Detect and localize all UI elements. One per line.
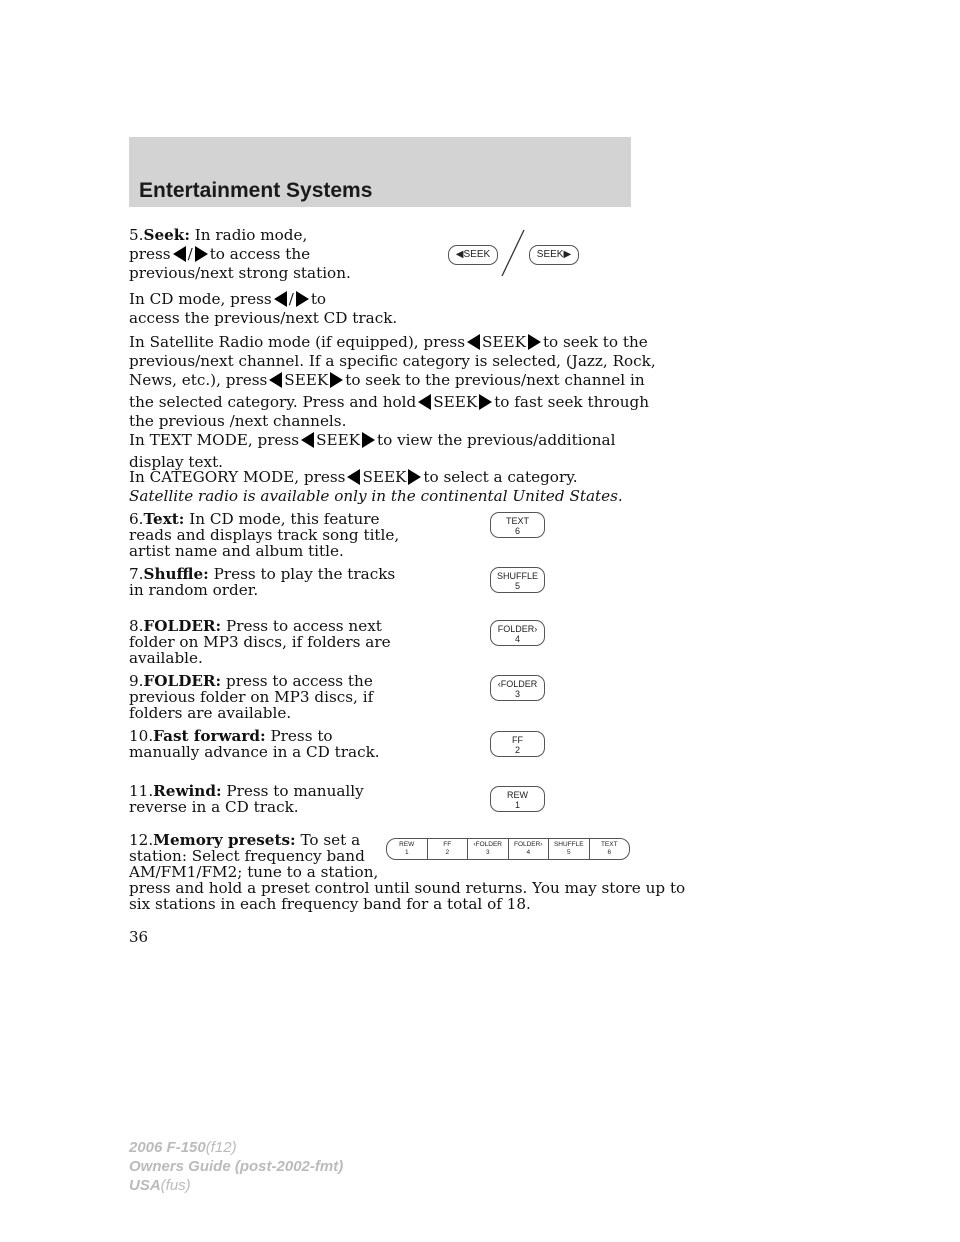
seek-line-10: the previous /next channels.	[129, 412, 347, 430]
footer-line-3: USA(fus)	[129, 1177, 191, 1194]
left-arrow-icon	[467, 334, 480, 350]
folder-prev-line-1: 9.FOLDER: press to access the	[129, 672, 373, 690]
folder-prev-line-3: folders are available.	[129, 704, 292, 722]
seek-line-4: In CD mode, press / to	[129, 290, 327, 308]
text-item-line-1: 6.Text: In CD mode, this feature	[129, 510, 380, 528]
ff-button: FF 2	[490, 731, 545, 757]
seek-line-7: previous/next channel. If a specific category is selected, (Jazz, Rock,	[129, 352, 656, 370]
preset-cell-3: ‹FOLDER 3	[467, 839, 508, 859]
right-arrow-icon: ▶	[563, 249, 572, 260]
seek-line-1: 5.Seek: In radio mode,	[129, 226, 308, 244]
preset-cell-4: FOLDER› 4	[508, 839, 549, 859]
footer-line-2: Owners Guide (post-2002-fmt)	[129, 1158, 344, 1175]
right-arrow-icon	[528, 334, 541, 350]
left-arrow-icon	[418, 394, 431, 410]
text-item-line-2: reads and displays track song title,	[129, 526, 400, 544]
shuffle-item-line-1: 7.Shuffle: Press to play the tracks	[129, 565, 396, 583]
text-item-line-3: artist name and album title.	[129, 542, 344, 560]
presets-line-1: 12.Memory presets: To set a	[129, 831, 361, 849]
chevron-left-icon: ‹	[497, 679, 501, 689]
seek-line-3: previous/next strong station.	[129, 264, 351, 282]
folder-next-line-2: folder on MP3 discs, if folders are	[129, 633, 391, 651]
chevron-left-icon: ‹	[473, 841, 476, 848]
folder-prev-line-2: previous folder on MP3 discs, if	[129, 688, 374, 706]
seek-line-12: display text.	[129, 453, 224, 471]
text-button: TEXT 6	[490, 512, 545, 538]
seek-line-13: In CATEGORY MODE, press SEEK to select a category.	[129, 468, 578, 486]
left-arrow-icon	[173, 246, 186, 262]
left-arrow-icon	[274, 291, 287, 307]
folder-next-button: FOLDER› 4	[490, 620, 545, 646]
left-arrow-icon	[269, 372, 282, 388]
seek-divider-line	[496, 228, 530, 278]
left-arrow-icon	[347, 469, 360, 485]
rew-button: REW 1	[490, 786, 545, 812]
seek-line-6: In Satellite Radio mode (if equipped), press SEEK to seek to the	[129, 333, 648, 351]
right-arrow-icon	[479, 394, 492, 410]
chevron-right-icon: ›	[540, 841, 543, 848]
right-arrow-icon	[195, 246, 208, 262]
chevron-right-icon: ›	[534, 624, 538, 634]
seek-right-button: SEEK▶	[529, 245, 579, 265]
ff-item-line-1: 10.Fast forward: Press to	[129, 727, 333, 745]
right-arrow-icon	[330, 372, 343, 388]
section-title: Entertainment Systems	[139, 179, 373, 202]
presets-line-4: press and hold a preset control until sound returns. You may store up to	[129, 879, 686, 897]
shuffle-item-line-2: in random order.	[129, 581, 259, 599]
left-arrow-icon	[301, 432, 314, 448]
right-arrow-icon	[362, 432, 375, 448]
folder-prev-button: ‹FOLDER 3	[490, 675, 545, 701]
rew-item-line-1: 11.Rewind: Press to manually	[129, 782, 364, 800]
satellite-note: Satellite radio is available only in the continental United States.	[129, 487, 623, 505]
presets-line-2: station: Select frequency band	[129, 847, 365, 865]
page-number: 36	[129, 928, 149, 946]
seek-line-8: News, etc.), press SEEK to seek to the previous/next channel in	[129, 371, 645, 389]
seek-line-9: the selected category. Press and hold SEEK to fast seek through	[129, 393, 650, 411]
preset-cell-5: SHUFFLE 5	[548, 839, 589, 859]
seek-left-button: ◀SEEK	[448, 245, 498, 265]
preset-cell-2: FF 2	[427, 839, 468, 859]
left-arrow-icon: ◀	[455, 249, 464, 260]
section-header	[129, 137, 631, 207]
presets-line-5: six stations in each frequency band for a total of 18.	[129, 895, 531, 913]
folder-next-line-1: 8.FOLDER: Press to access next	[129, 617, 382, 635]
preset-button-strip	[386, 838, 630, 860]
presets-line-3: AM/FM1/FM2; tune to a station,	[129, 863, 379, 881]
seek-line-11: In TEXT MODE, press SEEK to view the previous/additional	[129, 431, 616, 449]
preset-cell-1: REW 1	[399, 841, 415, 856]
preset-cell-6: TEXT 6	[589, 839, 630, 859]
footer-line-1: 2006 F-150(f12)	[129, 1139, 237, 1156]
folder-next-line-3: available.	[129, 649, 203, 667]
ff-item-line-2: manually advance in a CD track.	[129, 743, 380, 761]
shuffle-button: SHUFFLE 5	[490, 567, 545, 593]
seek-line-2: press / to access the	[129, 245, 311, 263]
rew-item-line-2: reverse in a CD track.	[129, 798, 299, 816]
right-arrow-icon	[296, 291, 309, 307]
seek-line-5: access the previous/next CD track.	[129, 309, 398, 327]
right-arrow-icon	[408, 469, 421, 485]
